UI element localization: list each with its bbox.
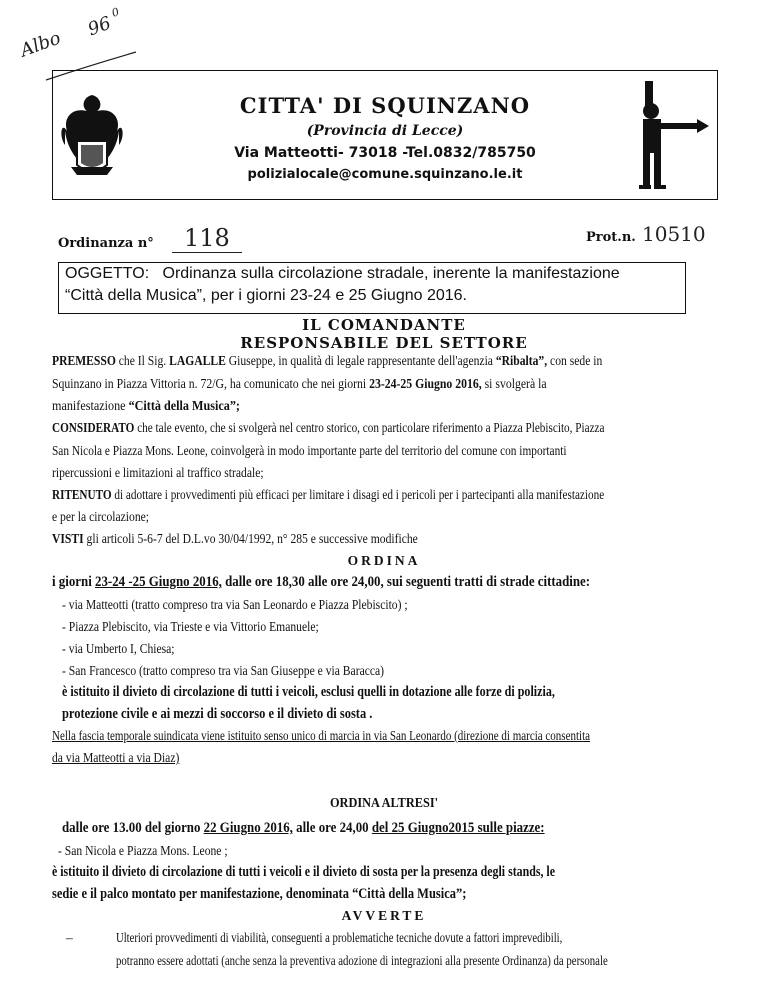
authority-line-2: RESPONSABILE DEL SETTORE bbox=[240, 334, 528, 352]
subject-line-1 bbox=[65, 265, 620, 283]
street-item: - via Umberto I, Chiesa; bbox=[62, 641, 175, 656]
altresi-prohibition-1: è istituito il divieto di circolazione di tutti i veicoli e il divieto di sosta per la presenza degli stands, le bbox=[52, 864, 555, 880]
ritenuto-text-1: di adottare i provvedimenti più efficaci per limitare i disagi ed i pericoli per i partecipanti alla manifestazione bbox=[111, 487, 605, 502]
city-title: CITTA' DI SQUINZANO bbox=[239, 93, 531, 118]
ordinance-label: Ordinanza n° bbox=[58, 236, 154, 251]
ordinance-number-row bbox=[58, 222, 706, 256]
ordina-intro-b: dalle ore 18,30 alle ore 24,00, sui seguenti tratti di strade cittadine: bbox=[221, 574, 591, 590]
visti-text: gli articoli 5-6-7 del D.L.vo 30/04/1992, n° 285 e successive modifiche bbox=[83, 531, 418, 546]
albo-suffix: 0 bbox=[109, 5, 122, 20]
street-item: - Piazza Plebiscito, via Trieste e via Vittorio Emanuele; bbox=[62, 619, 319, 634]
altresi-time-line bbox=[62, 820, 545, 837]
premesso-keyword: PREMESSO bbox=[52, 353, 116, 368]
altresi-date-2: del 25 Giugno2015 sulle piazze: bbox=[371, 820, 545, 836]
premesso-event: “Città della Musica”; bbox=[128, 398, 240, 413]
ordina-intro bbox=[52, 574, 590, 591]
ordinance-number: 118 bbox=[172, 224, 242, 253]
street-item: - via Matteotti (tratto compreso tra via San Leonardo e Piazza Plebiscito) ; bbox=[62, 597, 408, 612]
prot-label: Prot.n. bbox=[586, 230, 636, 245]
subject-text-1: Ordinanza sulla circolazione stradale, inerente la manifestazione bbox=[162, 265, 620, 282]
ordina-altresi-heading: ORDINA ALTRESI' bbox=[329, 796, 439, 811]
altresi-date-1: 22 Giugno 2016, bbox=[203, 820, 293, 836]
premesso-line-1 bbox=[52, 353, 602, 369]
premesso-line-3 bbox=[52, 398, 240, 414]
ordina-intro-a: i giorni bbox=[52, 574, 96, 590]
avverte-dash: – bbox=[66, 930, 73, 945]
premesso-text-6: manifestazione bbox=[52, 398, 129, 413]
altresi-time-a: dalle ore 13.00 del giorno bbox=[62, 820, 204, 836]
avverte-line-1: Ulteriori provvedimenti di viabilità, conseguenti a problematiche tecniche dovute a fattori imprevedibili, bbox=[116, 930, 563, 945]
considerato-keyword: CONSIDERATO bbox=[52, 420, 135, 435]
ritenuto-line-1 bbox=[52, 487, 604, 503]
ordina-heading: ORDINA bbox=[347, 553, 421, 568]
premesso-agency: “Ribalta”, bbox=[495, 353, 548, 368]
oneway-line-2: da via Matteotti a via Diaz) bbox=[52, 750, 180, 765]
address-line: Via Matteotti- 73018 -Tel.0832/785750 bbox=[234, 145, 536, 161]
prot-number: 10510 bbox=[642, 222, 706, 246]
considerato-line-3: ripercussioni e limitazioni al traffico stradale; bbox=[52, 465, 264, 480]
oneway-line-1: Nella fascia temporale suindicata viene istituito senso unico di marcia in via San Leonardo (direzione di marcia consentita bbox=[52, 728, 591, 743]
premesso-text-4: Squinzano in Piazza Vittoria n. 72/G, ha comunicato che nei giorni bbox=[52, 376, 370, 391]
authority-line-1: IL COMANDANTE bbox=[302, 316, 466, 334]
traffic-officer-icon bbox=[621, 75, 711, 193]
albo-number: 96 bbox=[85, 12, 114, 41]
subject-label: OGGETTO: bbox=[65, 265, 150, 282]
considerato-text-1: che tale evento, che si svolgerà nel centro storico, con particolare riferimento a Piazza Plebiscito, Piazza bbox=[134, 420, 605, 435]
premesso-text-3: con sede in bbox=[547, 353, 603, 368]
visti-line bbox=[52, 531, 418, 547]
considerato-line-2: San Nicola e Piazza Mons. Leone, coinvolgerà in modo importante parte del territorio del comune con importanti bbox=[52, 443, 567, 458]
premesso-text-2: Giuseppe, in qualità di legale rappresentante dell'agenzia bbox=[225, 353, 496, 368]
altresi-prohibition-2: sedie e il palco montato per manifestazione, denominata “Città della Musica”; bbox=[52, 886, 467, 902]
street-item: - San Francesco (tratto compreso tra via San Giuseppe e via Baracca) bbox=[62, 663, 385, 678]
altresi-squares: - San Nicola e Piazza Mons. Leone ; bbox=[58, 843, 228, 858]
subject-box bbox=[58, 262, 686, 314]
ritenuto-keyword: RITENUTO bbox=[52, 487, 112, 502]
premesso-name: LAGALLE bbox=[169, 353, 226, 368]
premesso-line-2 bbox=[52, 376, 547, 392]
ordina-prohibition-2: protezione civile e ai mezzi di soccorso e il divieto di sosta . bbox=[62, 706, 373, 722]
subject-line-2: “Città della Musica”, per i giorni 23-24 e 25 Giugno 2016. bbox=[65, 287, 467, 304]
premesso-dates: 23-24-25 Giugno 2016, bbox=[369, 376, 482, 391]
altresi-time-b: alle ore 24,00 bbox=[292, 820, 372, 836]
letterhead-box bbox=[52, 70, 718, 200]
premesso-text: che Il Sig. bbox=[115, 353, 170, 368]
albo-label: Albo bbox=[17, 27, 64, 62]
ordina-intro-dates: 23-24 -25 Giugno 2016, bbox=[95, 574, 222, 590]
province-line: (Provincia di Lecce) bbox=[306, 123, 464, 139]
avverte-line-2: potranno essere adottati (anche senza la preventiva adozione di integrazioni alla presente Ordinanza) da personale bbox=[116, 953, 608, 968]
ordina-prohibition-1: è istituito il divieto di circolazione di tutti i veicoli, esclusi quelli in dotazione alle forze di polizia, bbox=[62, 684, 555, 700]
email-line: polizialocale@comune.squinzano.le.it bbox=[247, 167, 523, 182]
avverte-heading: AVVERTE bbox=[341, 908, 427, 923]
premesso-text-5: si svolgerà la bbox=[481, 376, 547, 391]
visti-keyword: VISTI bbox=[52, 531, 84, 546]
ritenuto-line-2: e per la circolazione; bbox=[52, 509, 150, 524]
considerato-line-1 bbox=[52, 420, 605, 436]
albo-stamp bbox=[17, 5, 138, 78]
